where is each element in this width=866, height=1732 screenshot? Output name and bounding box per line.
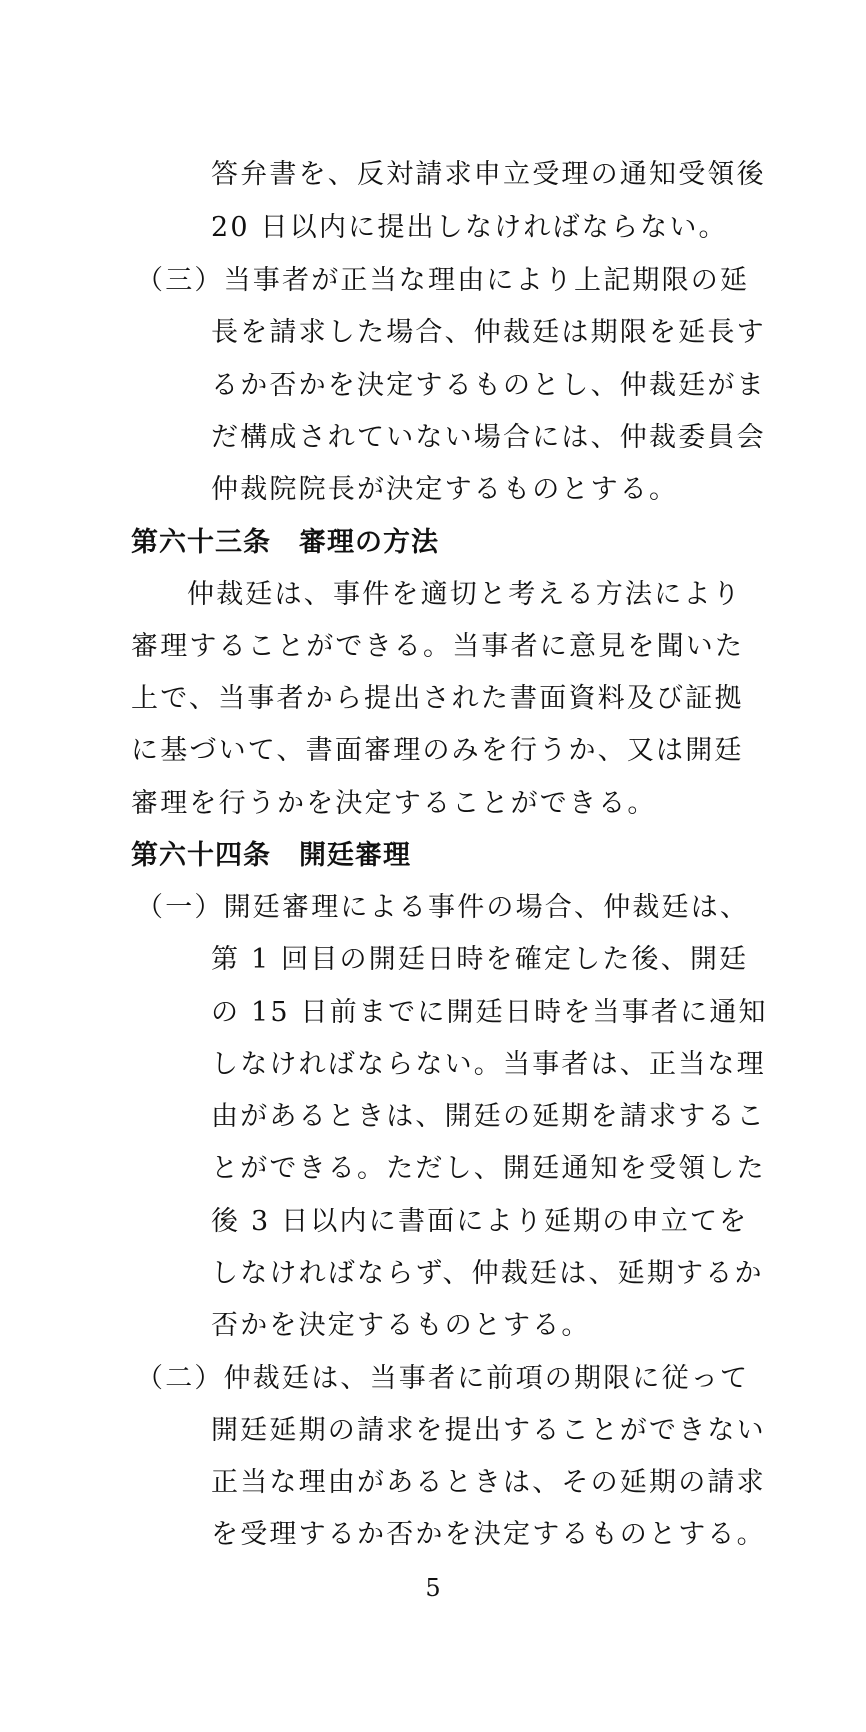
paragraph-line: 上で、当事者から提出された書面資料及び証拠 (131, 683, 744, 714)
text-line: 開廷延期の請求を提出することができない (211, 1415, 766, 1446)
list-item-2-first-line: （二）仲裁廷は、当事者に前項の期限に従って (136, 1363, 750, 1394)
text-line: 仲裁院院長が決定するものとする。 (211, 474, 679, 505)
paragraph-line: 審理することができる。当事者に意見を聞いた (131, 631, 745, 662)
text-line: 否かを決定するものとする。 (211, 1310, 591, 1341)
article-64-heading: 第六十四条 開廷審理 (131, 840, 411, 871)
article-63-heading: 第六十三条 審理の方法 (131, 527, 439, 558)
paragraph-line: 審理を行うかを決定することができる。 (131, 788, 657, 819)
text-line: しなければならない。当事者は、正当な理 (211, 1049, 766, 1080)
paragraph-line: 仲裁廷は、事件を適切と考える方法により (187, 579, 742, 610)
text-line: 20 日以内に提出しなければならない。 (211, 212, 728, 243)
text-line: 第 1 回目の開廷日時を確定した後、開廷 (211, 944, 749, 975)
text-line: の 15 日前までに開廷日時を当事者に通知 (211, 997, 768, 1028)
text-line: とができる。ただし、開廷通知を受領した (211, 1153, 766, 1184)
text-line: しなければならず、仲裁廷は、延期するか (211, 1258, 764, 1289)
text-line: 正当な理由があるときは、その延期の請求 (211, 1467, 766, 1498)
text-line: 由があるときは、開廷の延期を請求するこ (211, 1101, 766, 1132)
text-line: 答弁書を、反対請求申立受理の通知受領後 (211, 159, 766, 190)
list-item-3-first-line: （三）当事者が正当な理由により上記期限の延 (136, 265, 750, 296)
text-line: 後 3 日以内に書面により延期の申立てを (211, 1206, 749, 1237)
page-number: 5 (425, 1574, 441, 1602)
paragraph-line: に基づいて、書面審理のみを行うか、又は開廷 (131, 735, 744, 766)
text-line: 長を請求した場合、仲裁廷は期限を延長す (211, 317, 766, 348)
list-item-1-first-line: （一）開廷審理による事件の場合、仲裁廷は、 (136, 892, 750, 923)
text-line: だ構成されていない場合には、仲裁委員会 (211, 422, 766, 453)
text-line: を受理するか否かを決定するものとする。 (211, 1519, 766, 1550)
text-line: るか否かを決定するものとし、仲裁廷がま (211, 370, 766, 401)
